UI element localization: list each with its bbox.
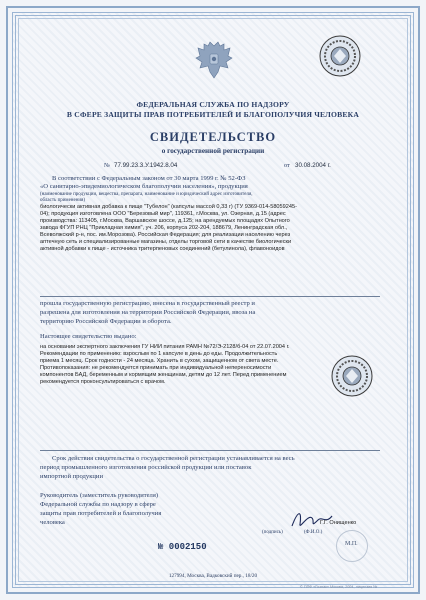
- stamp-label: М.П.: [345, 541, 358, 547]
- agency-name-line2: В СФЕРЕ ЗАЩИТЫ ПРАВ ПОТРЕБИТЕЛЕЙ И БЛАГОПОЛУЧИЯ ЧЕЛОВЕКА: [66, 110, 360, 119]
- passed-line2: разрешена для изготовления на территории Российской Федерации, ввоза на: [40, 309, 256, 316]
- intro-line2: «О санитарно-эпидемиологическом благополучии населения», продукция: [40, 183, 248, 190]
- document-subtitle: о государственной регистрации: [161, 147, 265, 155]
- hologram-seal-icon: [318, 34, 362, 78]
- registration-date-label: от: [284, 162, 290, 169]
- signatory-line4: человека: [40, 519, 65, 526]
- intro-caption: (наименование продукции, вещества, препарата, наименование и юридический адрес изготовителя,: [40, 192, 253, 197]
- issued-line: рекомендуется проконсультироваться с врачом.: [40, 379, 166, 385]
- issued-line: приема 1 месяц. Срок годности - 24 месяца. Хранить в сухом, защищенном от света месте.: [40, 358, 279, 364]
- document-title: СВИДЕТЕЛЬСТВО: [149, 130, 277, 144]
- product-line: завода ФГУП РНЦ "Прикладная химия", уч. 206, корпуса 202-204, 188679, Ленинградская обл.,: [40, 225, 288, 231]
- registration-number: 77.99.23.3.У.1942.8.04: [114, 162, 178, 169]
- print-info: © ППФ «Гознак» Москва, 2004, лицензия №: [300, 585, 378, 589]
- intro-line1: В соответствии с Федеральным законом от 30 марта 1999 г. № 52-ФЗ: [52, 175, 246, 182]
- issued-line: Рекомендации по применению: взрослым по 1 капсуле в день до еды. Продолжительность: [40, 351, 278, 357]
- registration-no-label: №: [104, 162, 110, 169]
- issued-label: Настоящее свидетельство выдано:: [40, 333, 137, 340]
- signatory-name: Г.Г. Онищенко: [320, 520, 357, 526]
- footer-address: 127994, Москва, Вадковский пер., 18/20: [168, 573, 258, 579]
- signature-caption: (подпись): [262, 530, 283, 535]
- passed-line1: прошла государственную регистрацию, внесена в государственный реестр и: [40, 300, 255, 307]
- validity-line2: период промышленного изготовления российской продукции или поставок: [40, 464, 252, 471]
- coat-of-arms-icon: [194, 40, 234, 84]
- product-line: активной добавки к пище - источника тритерпеновых соединений (бетулинола), флавоноидов: [40, 246, 285, 252]
- divider: [40, 450, 380, 451]
- name-caption: (Ф.И.О.): [304, 530, 323, 535]
- signatory-line3: защиты прав потребителей и благополучия: [40, 510, 162, 517]
- product-line: 04); продукция изготовлена ООО "Березовый мир", 119361, г.Москва, ул. Озерная, д.15 (адрес: [40, 211, 286, 217]
- agency-name-line1: ФЕДЕРАЛЬНАЯ СЛУЖБА ПО НАДЗОРУ: [136, 100, 290, 109]
- intro-caption2: область применения): [40, 198, 86, 203]
- issued-line: компонентов БАД, беременным и кормящим женщинам, детям до 12 лет. Перед применением: [40, 372, 287, 378]
- product-line: производства: 113405, г.Москва, Варшавское шоссе, д.125; на арендуемых площадях Опытного: [40, 218, 290, 224]
- registration-date: 30.08.2004 г.: [295, 162, 331, 169]
- hologram-seal-icon: [330, 354, 374, 398]
- product-line: аптечную сеть и специализированные магазины, отделы торговой сети в качестве биологически: [40, 239, 292, 245]
- signatory-line1: Руководитель (заместитель руководителя): [40, 492, 159, 499]
- issued-line: на основании экспертного заключения ГУ НИИ питания РАМН №72/Э-2128/б-04 от 22.07.2004 г.: [40, 344, 290, 350]
- validity-line1: Срок действия свидетельства о государственной регистрации устанавливается на весь: [52, 455, 295, 462]
- product-line: Всеволжский р-н, пос. им.Морозова). Российская Федерация; для реализации населению через: [40, 232, 291, 238]
- passed-line3: территорию Российской Федерации и оборота.: [40, 318, 172, 325]
- form-number: № 0002150: [158, 542, 207, 552]
- signatory-line2: Федеральной службы по надзору в сфере: [40, 501, 156, 508]
- validity-line3: импортной продукции: [40, 473, 103, 480]
- divider: [40, 296, 380, 297]
- issued-line: Противопоказания: не рекомендуется принимать при индивидуальной непереносимости: [40, 365, 272, 371]
- product-line: биологически активная добавка к пище "Тубелон" (капсулы массой 0,33 г) (ТУ 9369-014-58059245-: [40, 204, 297, 210]
